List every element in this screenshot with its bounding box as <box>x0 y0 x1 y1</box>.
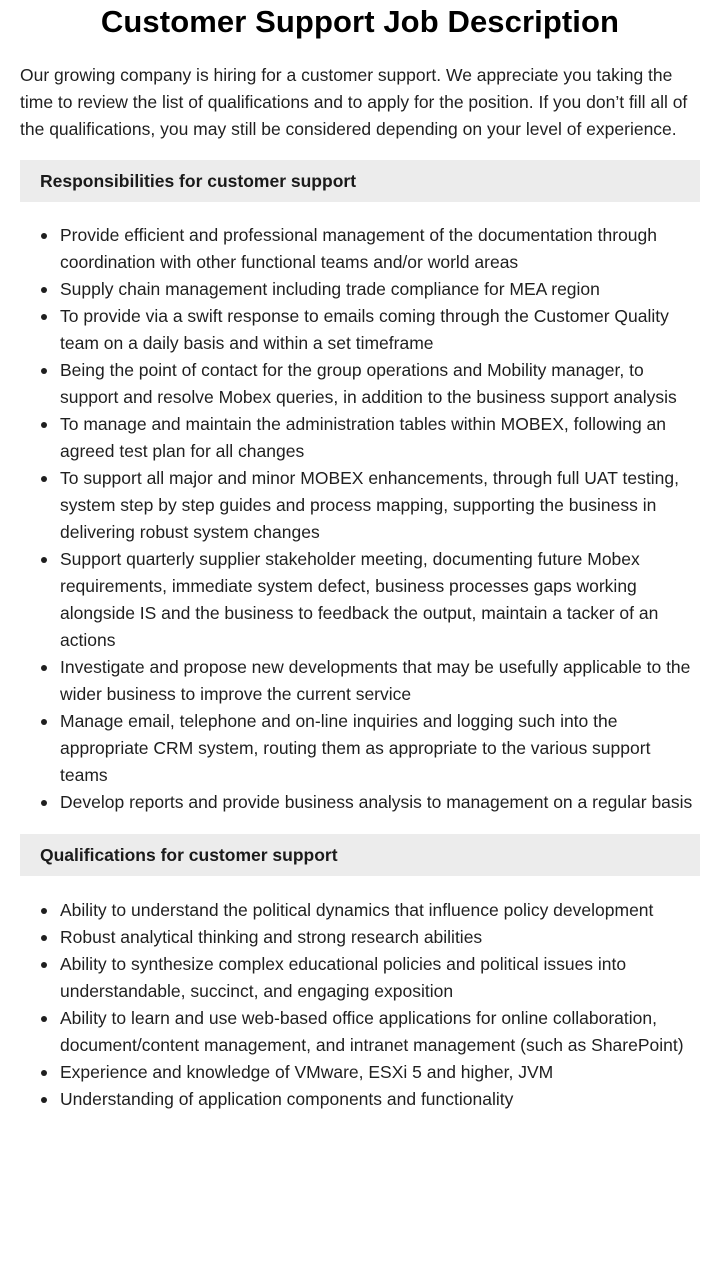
list-item: Experience and knowledge of VMware, ESXi 5 and higher, JVM <box>20 1059 700 1086</box>
list-item: Understanding of application components and functionality <box>20 1086 700 1113</box>
list-item: Supply chain management including trade compliance for MEA region <box>20 276 700 303</box>
page-title: Customer Support Job Description <box>100 4 620 39</box>
list-item: Robust analytical thinking and strong research abilities <box>20 924 700 951</box>
list-item: To support all major and minor MOBEX enhancements, through full UAT testing, system step by step guides and process mapping, supporting the business in delivering robust system changes <box>20 465 700 546</box>
list-item: To manage and maintain the administration tables within MOBEX, following an agreed test plan for all changes <box>20 411 700 465</box>
list-item: Ability to synthesize complex educational policies and political issues into understandable, succinct, and engaging exposition <box>20 951 700 1005</box>
list-item: To provide via a swift response to emails coming through the Customer Quality team on a daily basis and within a set timeframe <box>20 303 700 357</box>
list-item: Manage email, telephone and on-line inquiries and logging such into the appropriate CRM system, routing them as appropriate to the various support teams <box>20 708 700 789</box>
list-item: Support quarterly supplier stakeholder meeting, documenting future Mobex requirements, immediate system defect, business processes gaps working alongside IS and the business to feedback the output, maintain a tacker of an actions <box>20 546 700 654</box>
intro-paragraph: Our growing company is hiring for a customer support. We appreciate you taking the time to review the list of qualifications and to apply for the position. If you don’t fill all of the qualifications, you may still be considered depending on your level of experience. <box>20 65 688 139</box>
list-item: Ability to learn and use web-based office applications for online collaboration, document/content management, and intranet management (such as SharePoint) <box>20 1005 700 1059</box>
list-item: Ability to understand the political dynamics that influence policy development <box>20 897 700 924</box>
list-item: Being the point of contact for the group operations and Mobility manager, to support and resolve Mobex queries, in addition to the business support analysis <box>20 357 700 411</box>
list-item: Provide efficient and professional management of the documentation through coordination with other functional teams and/or world areas <box>20 222 700 276</box>
responsibilities-heading: Responsibilities for customer support <box>20 160 700 202</box>
list-item: Investigate and propose new developments that may be usefully applicable to the wider business to improve the current service <box>20 654 700 708</box>
list-item: Develop reports and provide business analysis to management on a regular basis <box>20 789 700 816</box>
qualifications-list <box>20 897 700 1113</box>
qualifications-heading: Qualifications for customer support <box>20 834 700 876</box>
responsibilities-list <box>20 222 700 816</box>
